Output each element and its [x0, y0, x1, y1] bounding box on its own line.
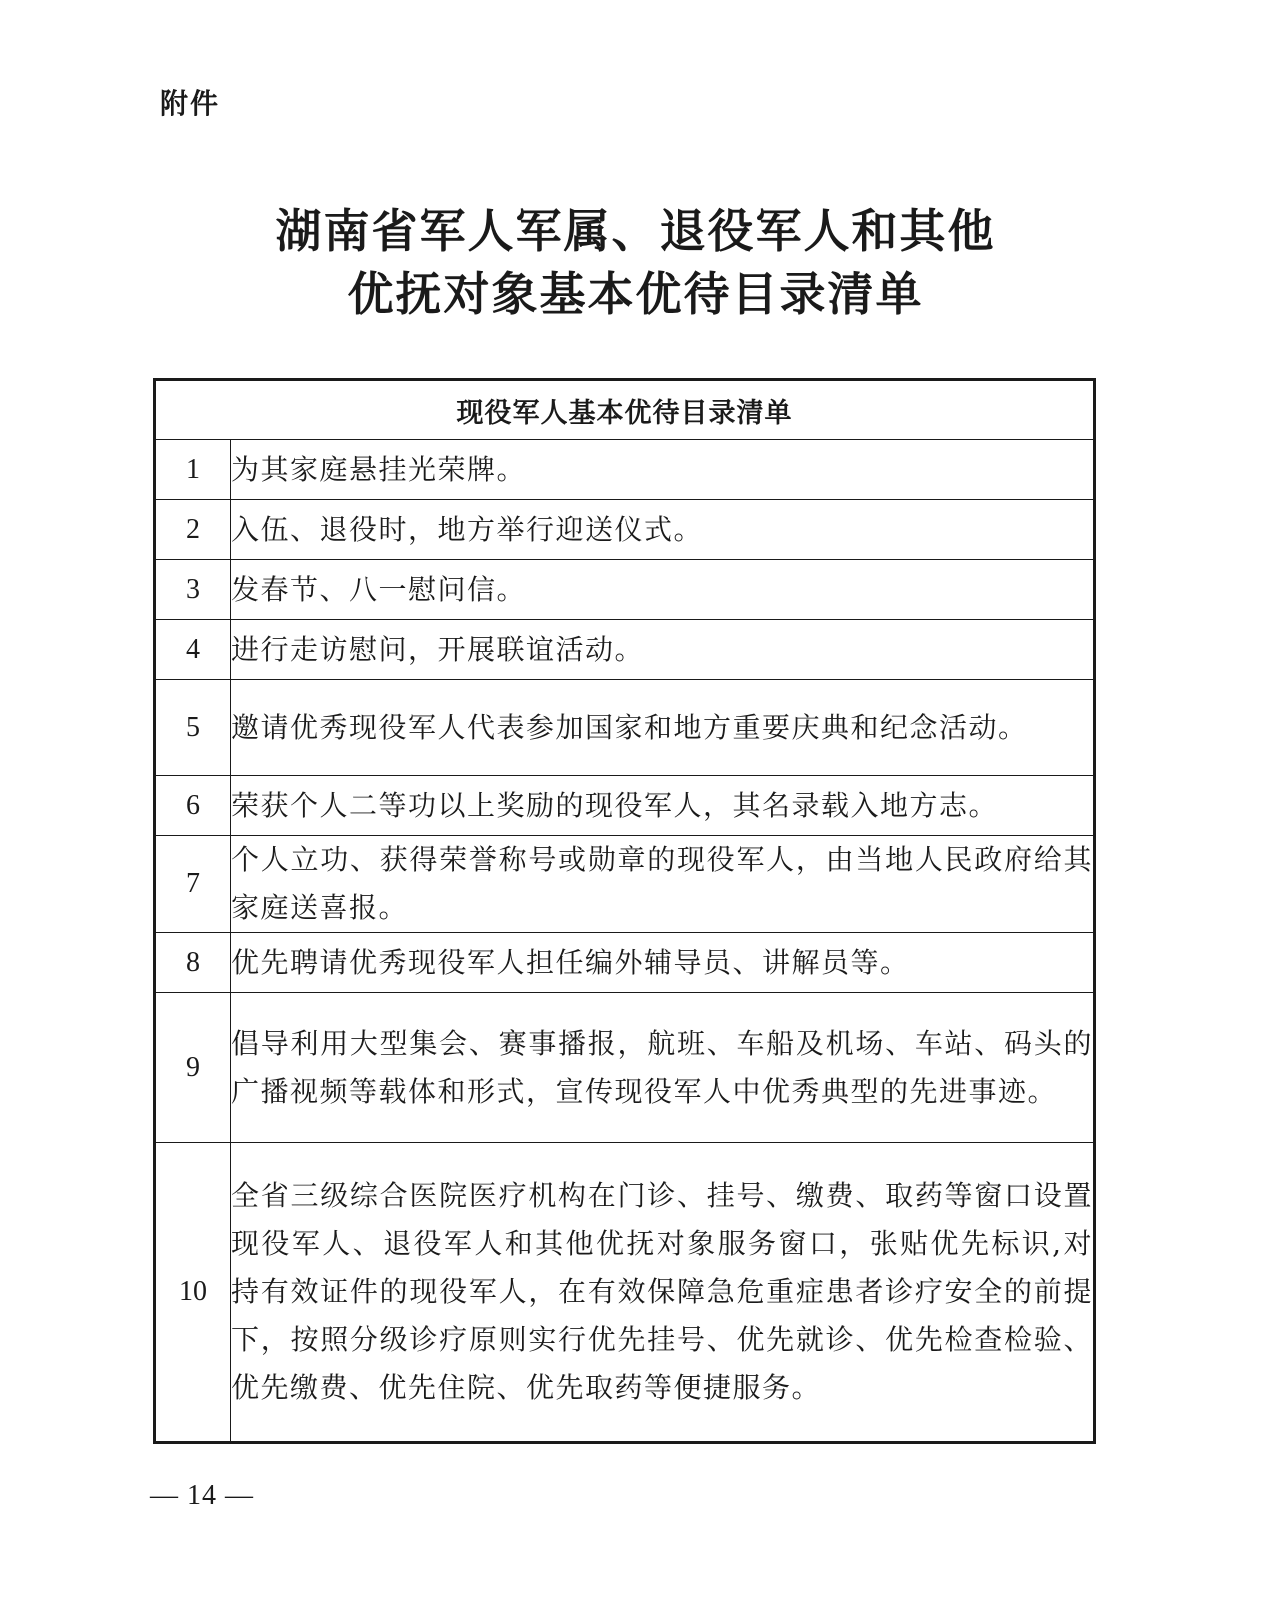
benefits-list-table	[153, 378, 1096, 1444]
table-row	[155, 500, 1095, 560]
table-row	[155, 560, 1095, 620]
row-text: 倡导利用大型集会、赛事播报，航班、车船及机场、车站、码头的广播视频等载体和形式，宣传现役军人中优秀典型的先进事迹。	[231, 993, 1095, 1143]
row-text: 进行走访慰问，开展联谊活动。	[231, 620, 1095, 680]
row-number: 6	[155, 776, 231, 836]
row-number: 7	[155, 836, 231, 933]
row-number: 2	[155, 500, 231, 560]
row-number: 1	[155, 440, 231, 500]
table-header: 现役军人基本优待目录清单	[155, 380, 1095, 440]
row-number: 9	[155, 993, 231, 1143]
table-row	[155, 1143, 1095, 1443]
row-text: 全省三级综合医院医疗机构在门诊、挂号、缴费、取药等窗口设置现役军人、退役军人和其他优抚对象服务窗口，张贴优先标识,对持有效证件的现役军人，在有效保障急危重症患者诊疗安全的前提下，按照分级诊疗原则实行优先挂号、优先就诊、优先检查检验、优先缴费、优先住院、优先取药等便捷服务。	[231, 1143, 1095, 1443]
table-row	[155, 776, 1095, 836]
row-text: 发春节、八一慰问信。	[231, 560, 1095, 620]
table-row	[155, 440, 1095, 500]
document-title-line-1: 湖南省军人军属、退役军人和其他	[275, 204, 996, 258]
row-text: 邀请优秀现役军人代表参加国家和地方重要庆典和纪念活动。	[231, 680, 1095, 776]
row-text: 个人立功、获得荣誉称号或勋章的现役军人，由当地人民政府给其家庭送喜报。	[231, 836, 1095, 933]
row-number: 10	[155, 1143, 231, 1443]
row-number: 3	[155, 560, 231, 620]
table-row	[155, 836, 1095, 933]
table-row	[155, 620, 1095, 680]
row-text: 荣获个人二等功以上奖励的现役军人，其名录载入地方志。	[231, 776, 1095, 836]
document-title-line-2: 优抚对象基本优待目录清单	[347, 267, 924, 321]
table-row	[155, 993, 1095, 1143]
row-text: 为其家庭悬挂光荣牌。	[231, 440, 1095, 500]
page-number: — 14 —	[150, 1480, 254, 1511]
row-text: 入伍、退役时，地方举行迎送仪式。	[231, 500, 1095, 560]
table-row	[155, 933, 1095, 993]
row-number: 8	[155, 933, 231, 993]
row-number: 4	[155, 620, 231, 680]
table-row	[155, 680, 1095, 776]
row-text: 优先聘请优秀现役军人担任编外辅导员、讲解员等。	[231, 933, 1095, 993]
table-header-row	[155, 380, 1095, 440]
row-number: 5	[155, 680, 231, 776]
attachment-label: 附件	[160, 87, 221, 120]
